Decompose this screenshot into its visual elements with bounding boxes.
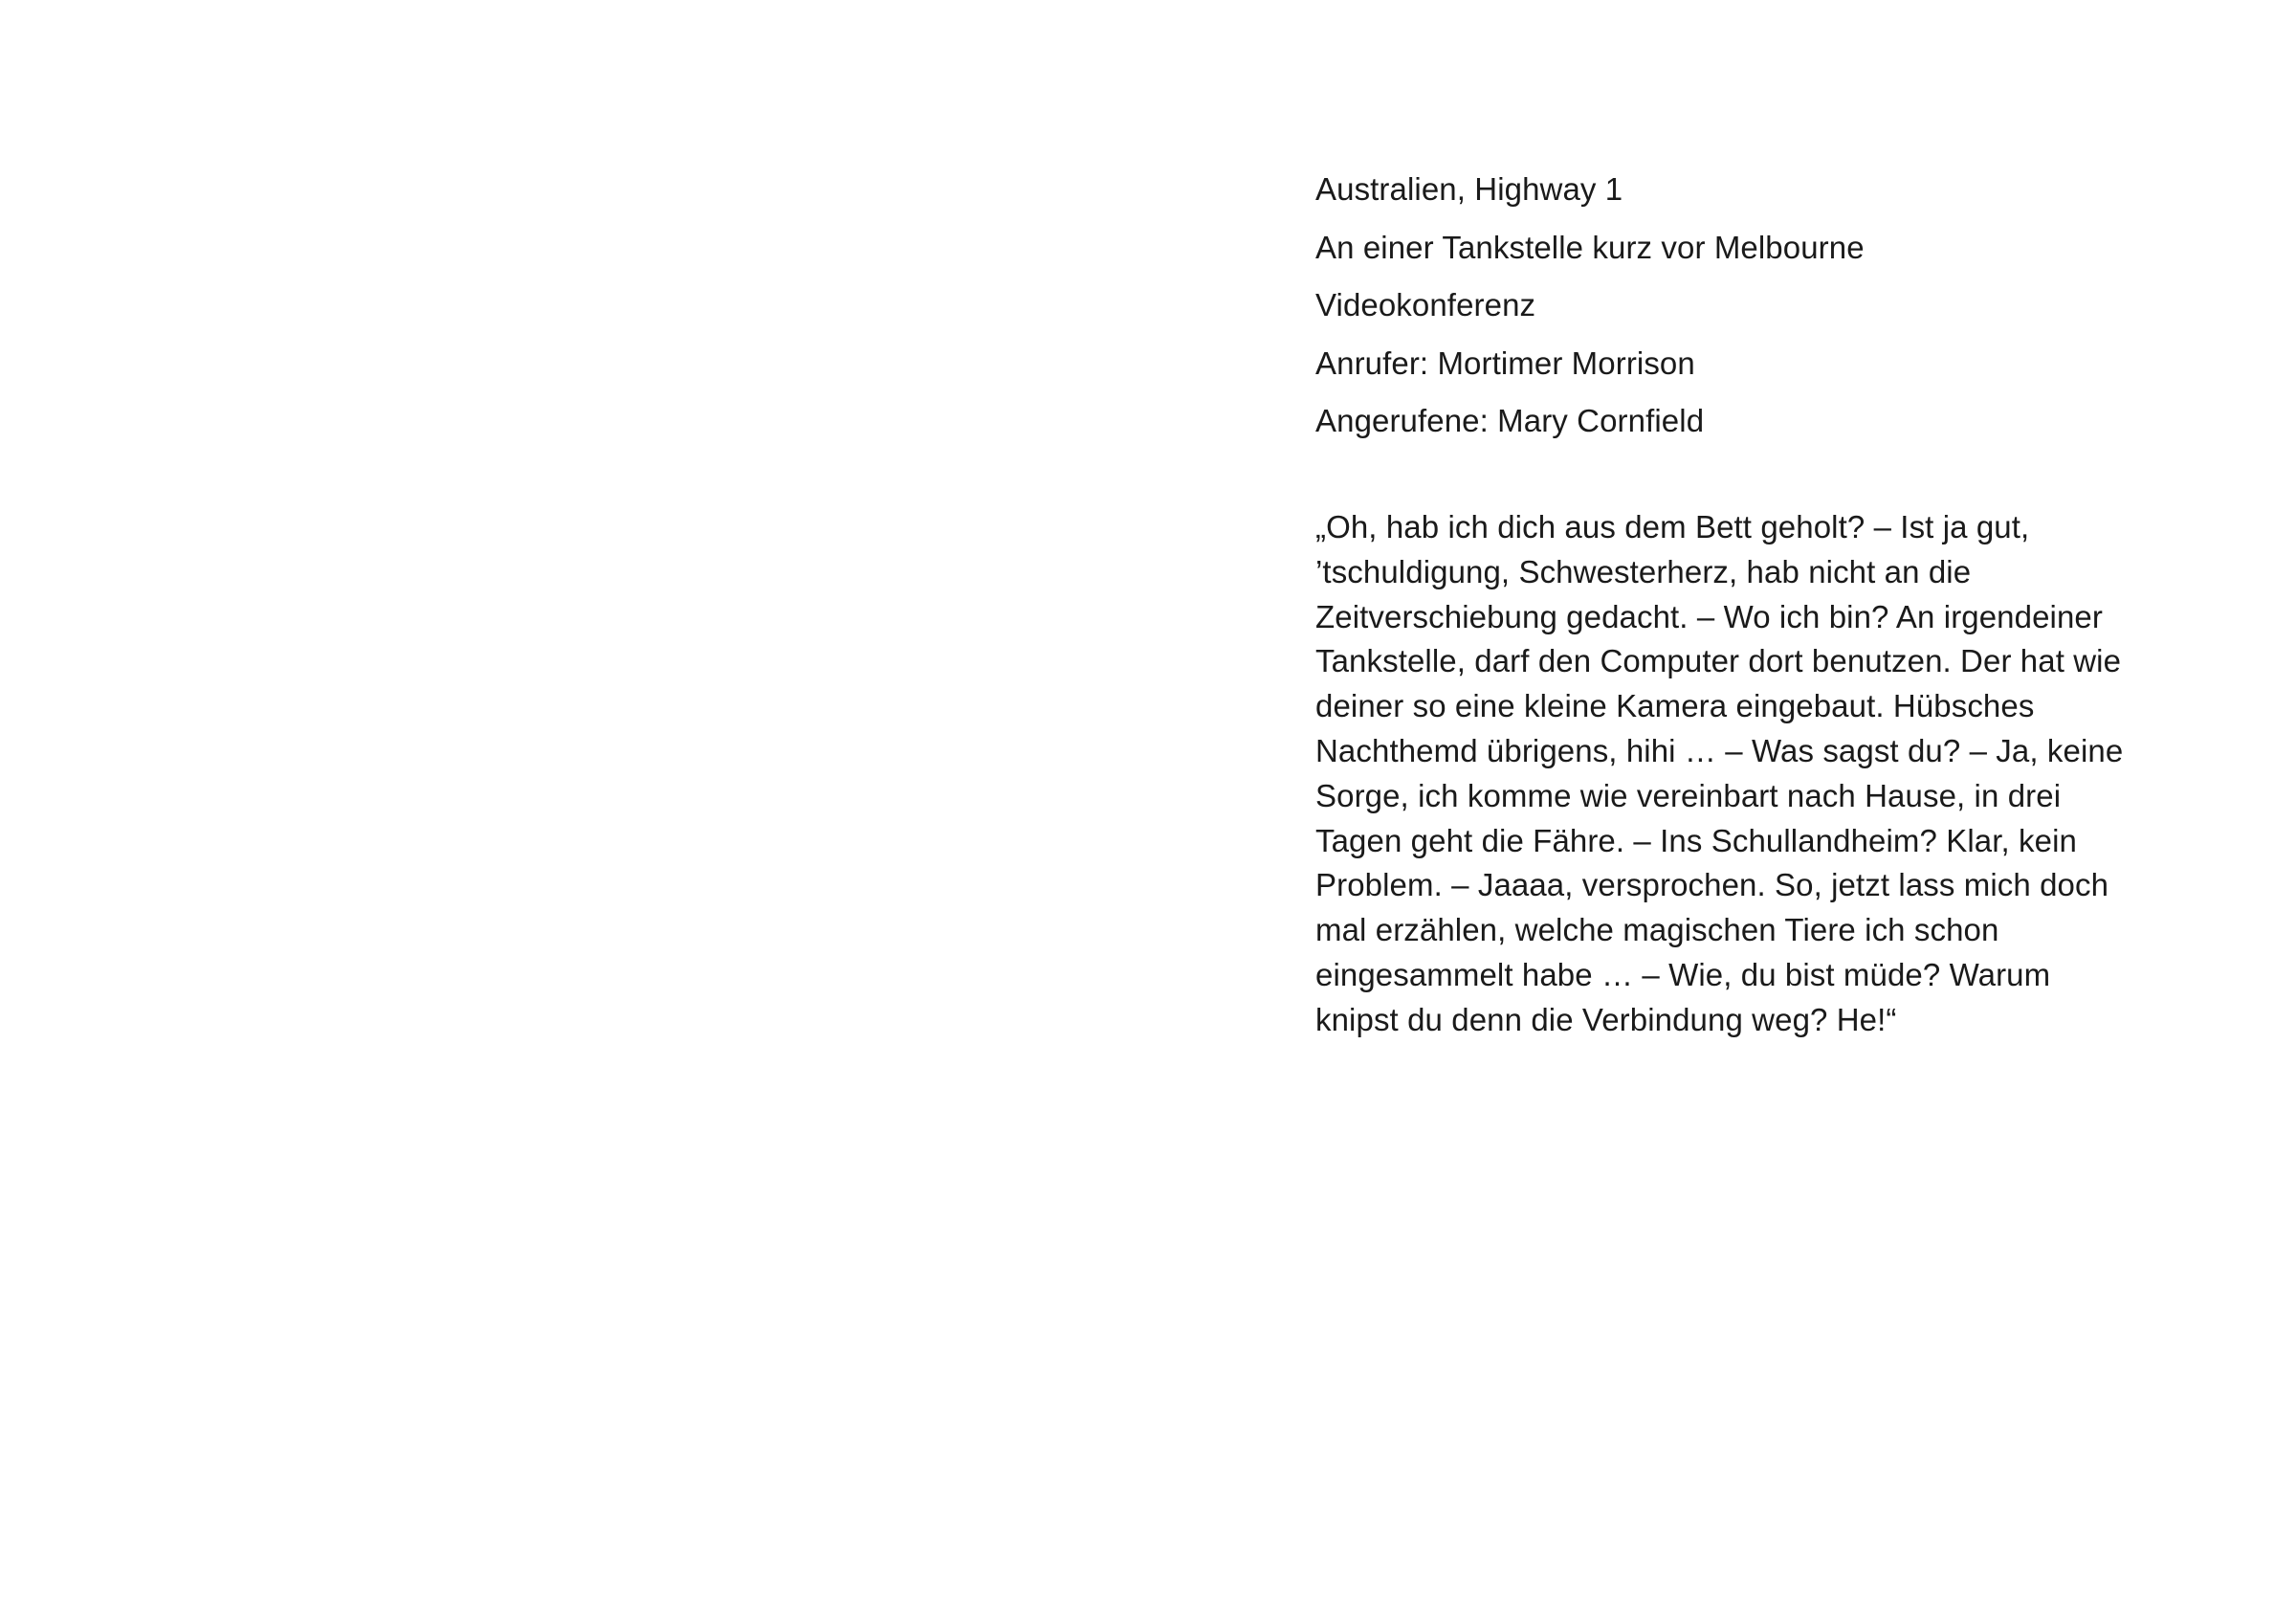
text-line: Zeitverschiebung gedacht. – Wo ich bin? An irgendeiner: [1315, 598, 2103, 634]
text-line: deiner so eine kleine Kamera eingebaut. Hübsches: [1315, 688, 2035, 724]
text-line: knipst du denn die Verbindung weg? He!“: [1315, 1001, 1897, 1037]
text-line: Tankstelle, darf den Computer dort benutzen. Der hat wie: [1315, 643, 2122, 679]
text-line: Problem. – Jaaaa, versprochen. So, jetzt lass mich doch: [1315, 867, 2109, 903]
text-line: ’tschuldigung, Schwesterherz, hab nicht an die: [1315, 553, 1972, 589]
dialogue-paragraph: [1315, 505, 2176, 1043]
text-line: Nachthemd übrigens, hihi … – Was sagst du? – Ja, keine: [1315, 732, 2124, 768]
medium-line: Videokonferenz: [1315, 287, 1536, 322]
caller-line: Anrufer: Mortimer Morrison: [1315, 344, 1695, 381]
right-page: [1148, 0, 2296, 1622]
location-line: Australien, Highway 1: [1315, 171, 1623, 207]
text-line: Tagen geht die Fähre. – Ins Schullandheim? Klar, kein: [1315, 822, 2077, 858]
callee-line: Angerufene: Mary Cornfield: [1315, 403, 1705, 438]
text-line: „Oh, hab ich dich aus dem Bett geholt? – Ist ja gut,: [1315, 509, 2030, 544]
place-line: An einer Tankstelle kurz vor Melbourne: [1315, 229, 1865, 265]
text-line: Sorge, ich komme wie vereinbart nach Hause, in drei: [1315, 777, 2062, 813]
text-line: mal erzählen, welche magischen Tiere ich schon: [1315, 912, 1999, 948]
scene-header: [1315, 161, 2176, 451]
text-line: eingesammelt habe … – Wie, du bist müde? Warum: [1315, 956, 2051, 992]
